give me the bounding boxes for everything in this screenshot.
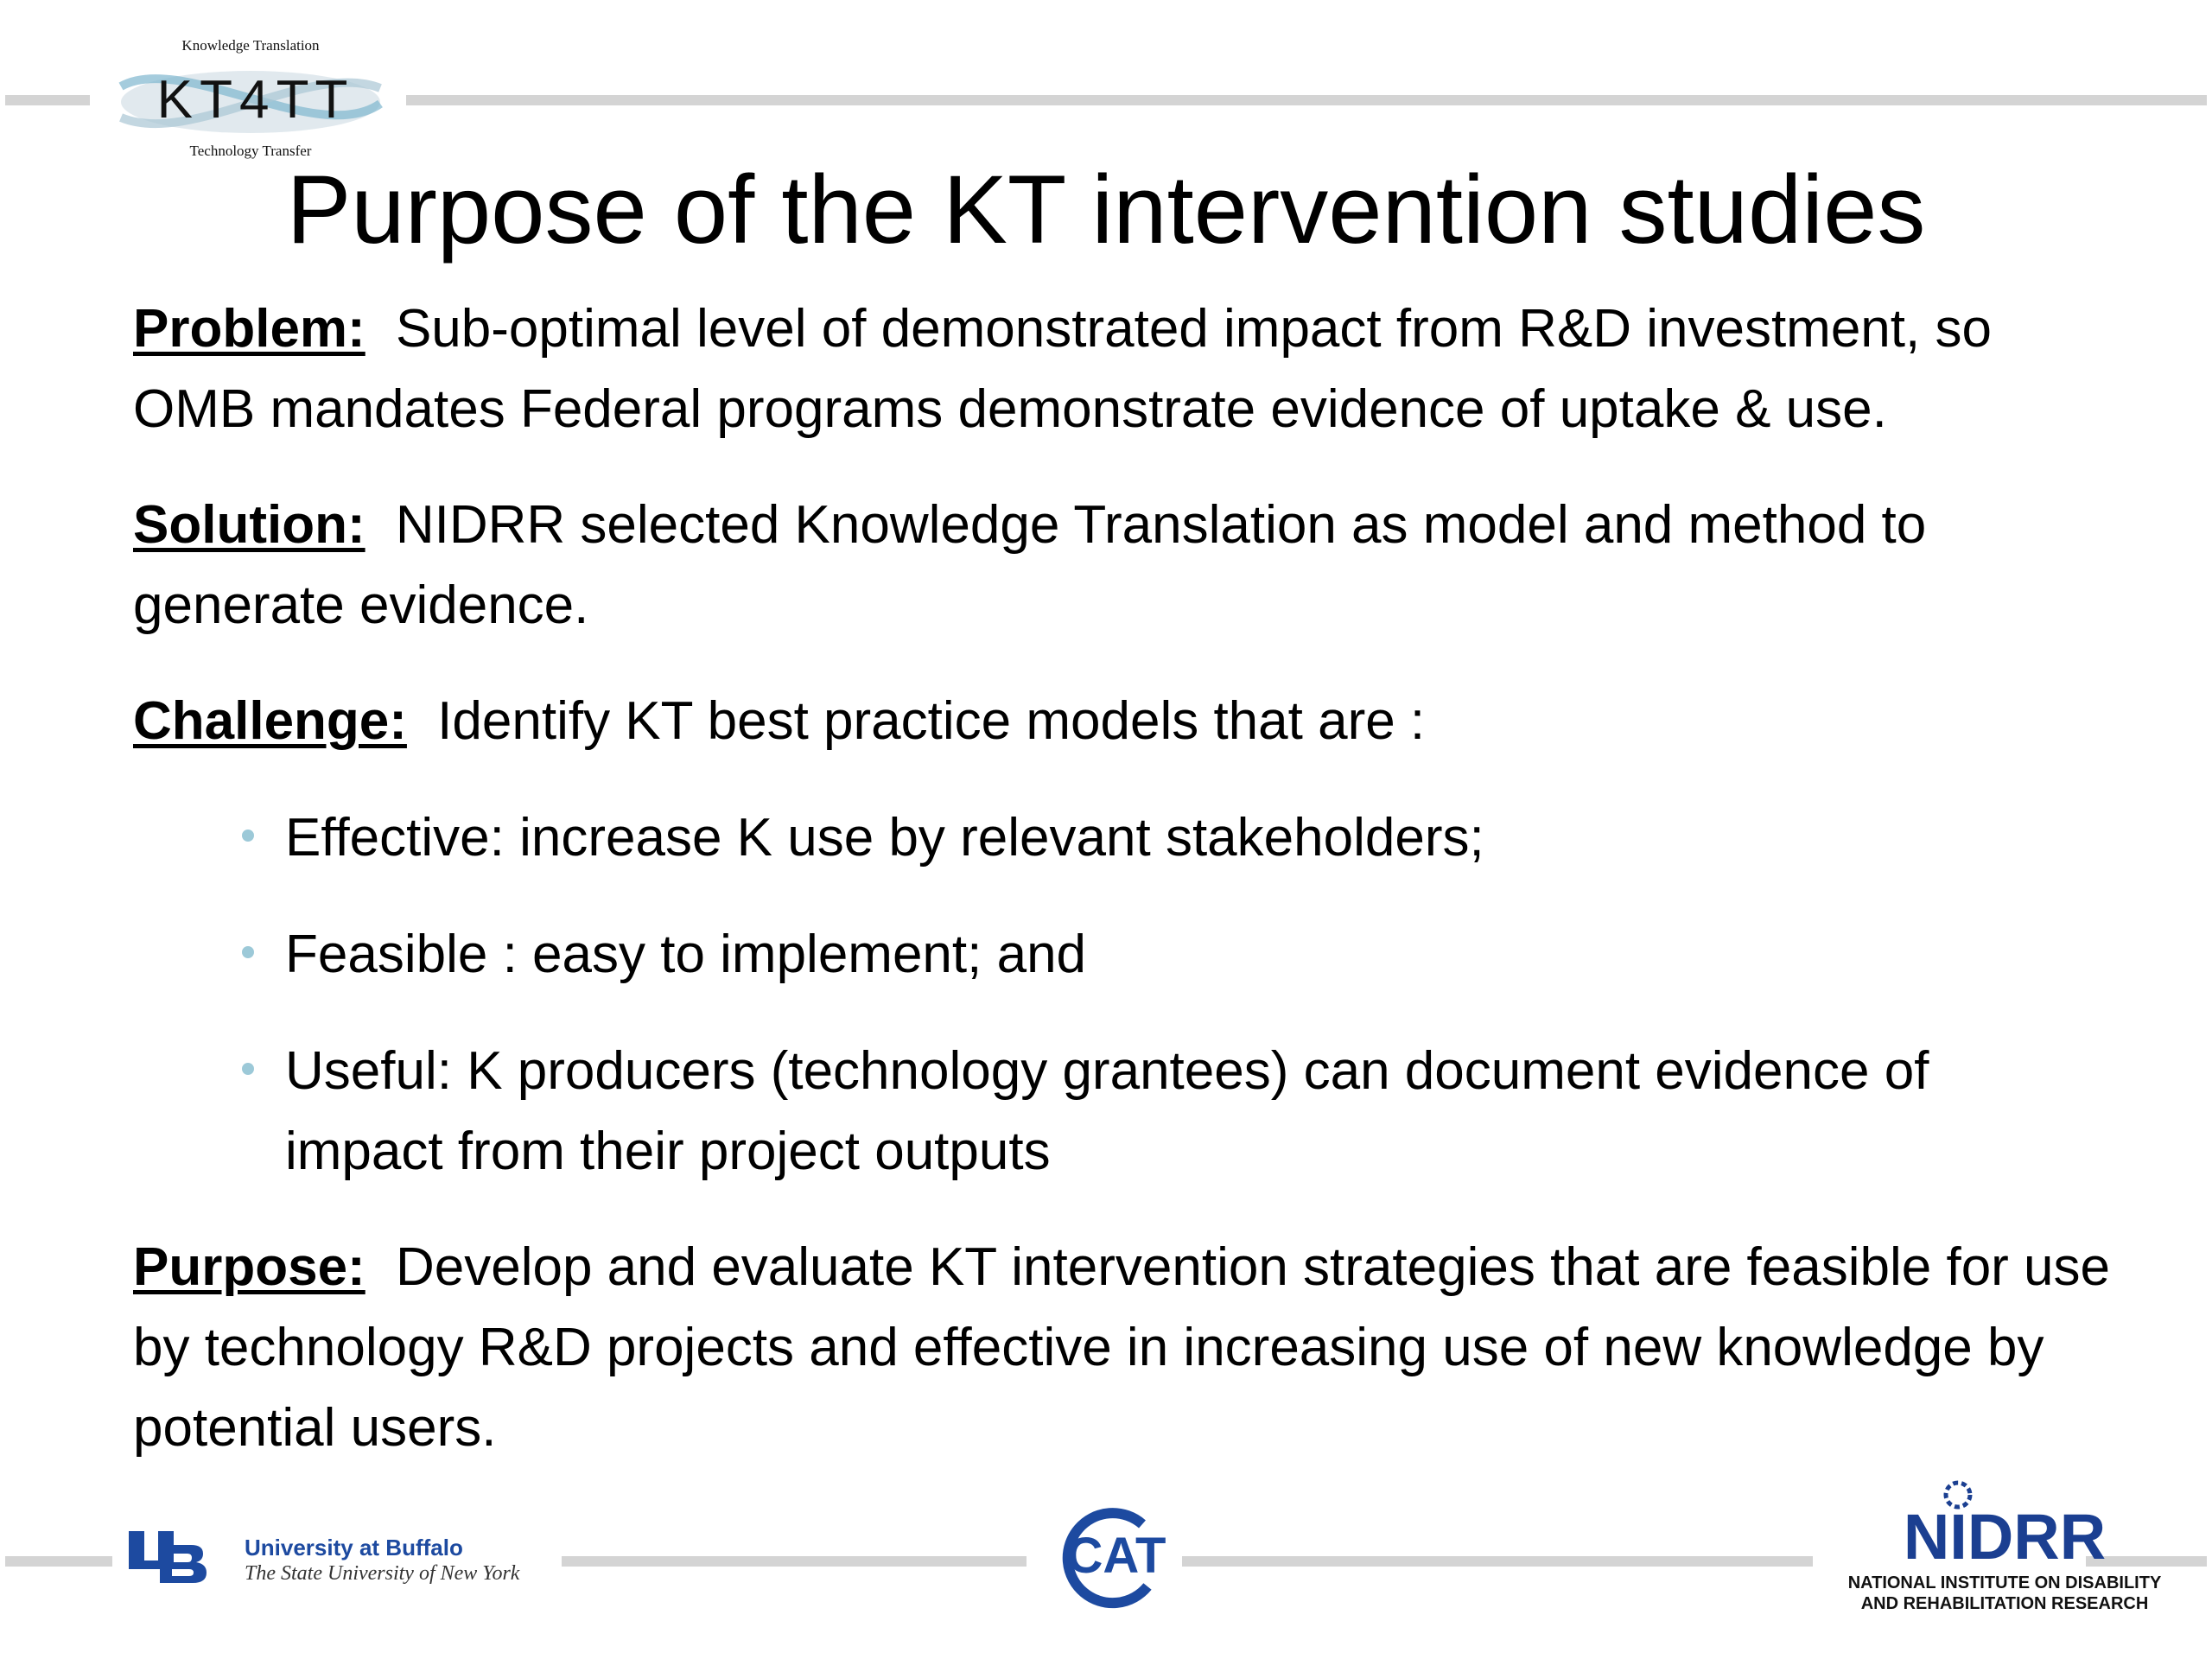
challenge-bullet-text: Feasible : easy to implement; and — [285, 925, 1087, 984]
header-rule-right — [406, 95, 2207, 105]
ub-subtitle: The State University of New York — [245, 1562, 520, 1585]
challenge-bullet-text: Useful: K producers (technology grantees) can document evidence of impact from their project outputs — [285, 1041, 1929, 1181]
footer-rule-2 — [562, 1556, 1027, 1567]
bullet-dot-icon — [242, 830, 254, 842]
purpose-text: Develop and evaluate KT intervention strategies that are feasible for use by technology R&D projects and effective in increasing use of new knowledge by potential users. — [133, 1237, 2111, 1458]
kt4tt-logo — [112, 35, 389, 162]
footer-rule-1 — [5, 1556, 112, 1567]
nidrr-logo — [1815, 1474, 2195, 1621]
bullet-dot-icon — [242, 1063, 254, 1075]
challenge-bullet — [285, 798, 2013, 878]
header-rule-left — [5, 95, 90, 105]
kt4tt-logo-top-text: Knowledge Translation — [181, 37, 320, 54]
kt4tt-logo-bottom-text: Technology Transfer — [189, 143, 312, 159]
kt4tt-logo-mark: K T 4 T T — [156, 70, 345, 130]
nidrr-name: NIDRR — [1903, 1501, 2107, 1573]
solution-label: Solution: — [133, 495, 365, 555]
nidrr-line2: AND REHABILITATION RESEARCH — [1860, 1594, 2149, 1613]
challenge-text: Identify KT best practice models that are : — [437, 691, 1426, 751]
footer-rule-3 — [1182, 1556, 1813, 1567]
challenge-bullet — [285, 1031, 2100, 1192]
solution-paragraph — [133, 485, 2120, 645]
purpose-paragraph — [133, 1227, 2120, 1468]
ub-name: University at Buffalo — [245, 1535, 463, 1560]
nidrr-line1: NATIONAL INSTITUTE ON DISABILITY — [1847, 1573, 2162, 1592]
page-title: Purpose of the KT intervention studies — [286, 156, 1926, 264]
challenge-bullet-text: Effective: increase K use by relevant stakeholders; — [285, 808, 1484, 868]
challenge-bullet — [285, 914, 2013, 995]
problem-label: Problem: — [133, 299, 365, 359]
challenge-paragraph — [133, 681, 2120, 761]
bullet-dot-icon — [242, 946, 254, 958]
purpose-label: Purpose: — [133, 1237, 365, 1297]
challenge-label: Challenge: — [133, 691, 407, 751]
cat-logo — [1047, 1505, 1177, 1612]
solution-text: NIDRR selected Knowledge Translation as model and method to generate evidence. — [133, 495, 1927, 635]
university-at-buffalo-logo — [125, 1526, 575, 1590]
problem-paragraph — [133, 289, 2120, 449]
cat-mark: CAT — [1066, 1528, 1166, 1584]
problem-text: Sub-optimal level of demonstrated impact from R&D investment, so OMB mandates Federal programs demonstrate evidence of uptake & use. — [133, 299, 1992, 439]
